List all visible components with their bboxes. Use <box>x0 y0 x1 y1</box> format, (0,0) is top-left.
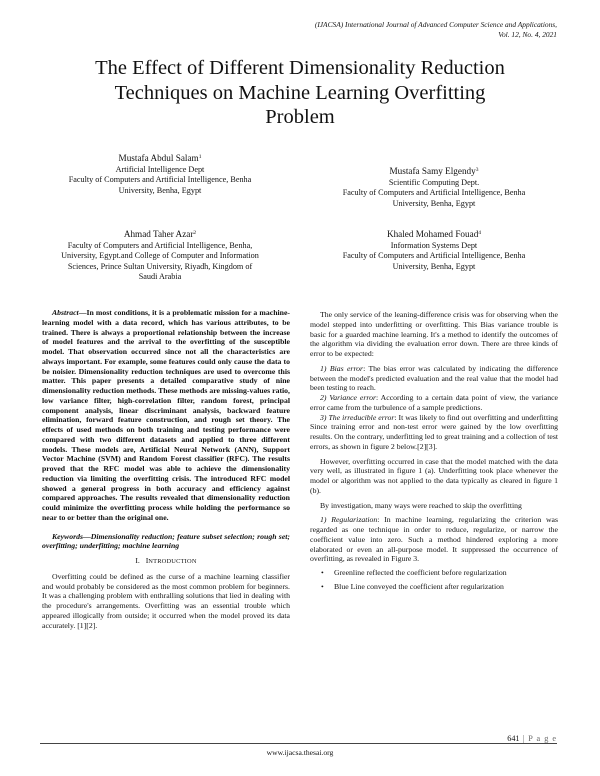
variance-error-paragraph: 2) Variance error: According to a certain data point of view, the variance error came from the turbulence of a sample predictions. <box>310 393 558 412</box>
author-name: Ahmad Taher Azar <box>123 229 194 239</box>
intro-paragraph: Overfitting could be defined as the curse of a machine learning classifier and would probably be considered as the most common problem for beginners. It was a challenging problem with enthralling solutions that lied in dealing with the procedure's arrangements. Overfitting was an essential trouble which appeared illogically from outside; it occurred when the model proved its data accurately. [1][2]. <box>42 571 290 630</box>
abstract-text: —In most conditions, it is a problematic mission for a machine-learning model with a data record, which has various attributes, to be trained. There is always a proportional relationship between the increase of model features and the arrival to the overfitting of the susceptible model. That observation occurred since not all the characteristics are always important. For example, some features could only cause the data to be noisier. Dimensionality reduction techniques are used to overcome this matter. This paper presents a detailed comparative study of nine dimensionality reduction methods. These methods are missing-values ratio, low variance filter, high-correlation filter, random forest, principal component analysis, linear discriminant analysis, backward feature elimination, forward feature construction, and rough set theory. The effects of used methods on both training and testing performance were compared with two different datasets and applied to three different models. These models are, Artificial Neural Network (ANN), Support Vector Machine (SVM) and Random Forest classifier (RFC). The results proved that the RFC model was able to achieve the dimensionality reduction via limiting the overfitting crisis. The introduced RFC model showed a general progress in both accuracy and efficiency against compared approaches. The results revealed that dimensionality reduction could minimize the overfitting process while holding the performance so near to or better than the original one. <box>42 308 290 522</box>
page-label: | P a g e <box>519 734 557 743</box>
bias-error-label: 1) Bias error <box>320 363 364 373</box>
irreducible-error-paragraph: 3) The irreducible error: It was likely to find out overfitting and underfitting Since training error and non-test error were gained by the low overfitting results. On the contrary, underfitting led to great training and a collection of test errors, as shown in figure 2 below.[2][3]. <box>310 412 558 451</box>
footer-divider <box>40 743 557 744</box>
bullet-item: • Greenline reflected the coefficient before regularization <box>321 568 507 577</box>
body-paragraph: The only service of the leaning-difference crisis was for observing when the model stepped into underfitting or overfitting. This Bias variance trouble is basic for a guarded machine learning. It's a method to identify the outcomes of the algorithm via dividing the evaluation error down. There are three kinds of error to be expected: <box>310 310 558 358</box>
author-name: Khaled Mohamed Fouad <box>386 229 479 239</box>
left-column <box>42 308 290 630</box>
regularization-paragraph: 1) Regularization: In machine learning, regularizing the criterion was regarded as one technique in order to reduce, regularize, or narrow the coefficient value into zero. Such a method hindered exploring a more elaborated or even an all-purpose model. It suppressed the occurrence of overfitting, as revealed in Figure 3. <box>310 515 559 564</box>
author-block-3 <box>310 165 558 209</box>
author-affiliation-line: Information Systems Dept <box>390 241 478 250</box>
abstract-label: Abstract <box>52 308 79 317</box>
author-block-4 <box>310 228 558 272</box>
title-line-1: The Effect of Different Dimensionality Reduction <box>95 57 505 79</box>
journal-name: (IJACSA) International Journal of Advanced Computer Science and Applications, <box>314 20 557 29</box>
title-line-2: Techniques on Machine Learning Overfitting <box>114 81 486 104</box>
author-affiliation-line: Artificial Intelligence Dept <box>115 165 205 174</box>
regularization-label: 1) Regularization <box>320 515 378 525</box>
author-affiliation-number: 3 <box>475 167 479 173</box>
author-affiliation-number: 2 <box>193 230 197 236</box>
variance-error-label: 2) Variance error <box>320 393 376 402</box>
author-affiliation-number: 4 <box>478 230 482 236</box>
author-block-1 <box>40 152 280 196</box>
journal-volume: Vol. 12, No. 4, 2021 <box>498 29 557 39</box>
section-title-rest: NTRODUCTION <box>148 558 197 565</box>
body-paragraph: However, overfitting occurred in case that the model matched with the data very well, as illustrated in figure 1 (a). Underfitting took place whenever the model or algorithm was not applied to the data typically as cleared in figure 1 (b). <box>310 456 558 495</box>
right-column <box>310 310 558 592</box>
section-number: I. <box>135 556 140 565</box>
author-name: Mustafa Abdul Salam <box>118 153 199 163</box>
bullet-icon: • <box>321 568 324 577</box>
author-affiliation-number: 1 <box>198 154 202 160</box>
section-heading-introduction <box>42 556 290 567</box>
author-affiliation-line: Faculty of Computers and Artificial Intelligence, Benha <box>342 188 526 198</box>
author-block-2 <box>40 228 280 283</box>
title-line-3: Problem <box>265 106 335 128</box>
author-affiliation-line: University, Egypt.and College of Computer and Information <box>61 251 259 261</box>
bullet-item: • Blue Line conveyed the coefficient after regularization <box>321 581 504 591</box>
author-affiliation-line: University, Benha, Egypt <box>118 185 202 195</box>
bullet-icon: • <box>321 581 324 591</box>
page-number: 641 | P a g e <box>507 734 557 743</box>
author-affiliation-line: University, Benha, Egypt <box>392 198 476 208</box>
bias-error-paragraph: 1) Bias error: The bias error was calculated by indicating the difference between the model's predicted evaluation and the real value that the model had been testing to reach. <box>310 363 558 393</box>
author-affiliation-line: Faculty of Computers and Artificial Intelligence, Benha, <box>67 241 253 250</box>
paper-title <box>40 56 560 130</box>
author-affiliation-line: Sciences, Prince Sultan University, Riyadh, Kingdom of <box>67 261 253 271</box>
journal-header <box>315 20 557 39</box>
section-title-initial: I <box>145 556 149 565</box>
author-affiliation-line: Scientific Computing Dept. <box>388 178 480 187</box>
body-paragraph: By investigation, many ways were reached to skip the overfitting <box>320 500 522 510</box>
author-affiliation-line: Faculty of Computers and Artificial Intelligence, Benha <box>342 251 526 261</box>
abstract <box>42 308 290 523</box>
author-name: Mustafa Samy Elgendy <box>389 166 476 176</box>
footer-url[interactable]: www.ijacsa.thesai.org <box>266 748 334 757</box>
irreducible-error-label: 3) The irreducible error <box>320 412 395 422</box>
keywords: Keywords—Dimensionality reduction; feature subset selection; rough set; overfitting; underfitting; machine learning <box>42 531 290 551</box>
author-affiliation-line: Saudi Arabia <box>138 272 182 282</box>
author-affiliation-line: University, Benha, Egypt <box>392 261 476 271</box>
author-affiliation-line: Faculty of Computers and Artificial Intelligence, Benha <box>68 175 252 185</box>
